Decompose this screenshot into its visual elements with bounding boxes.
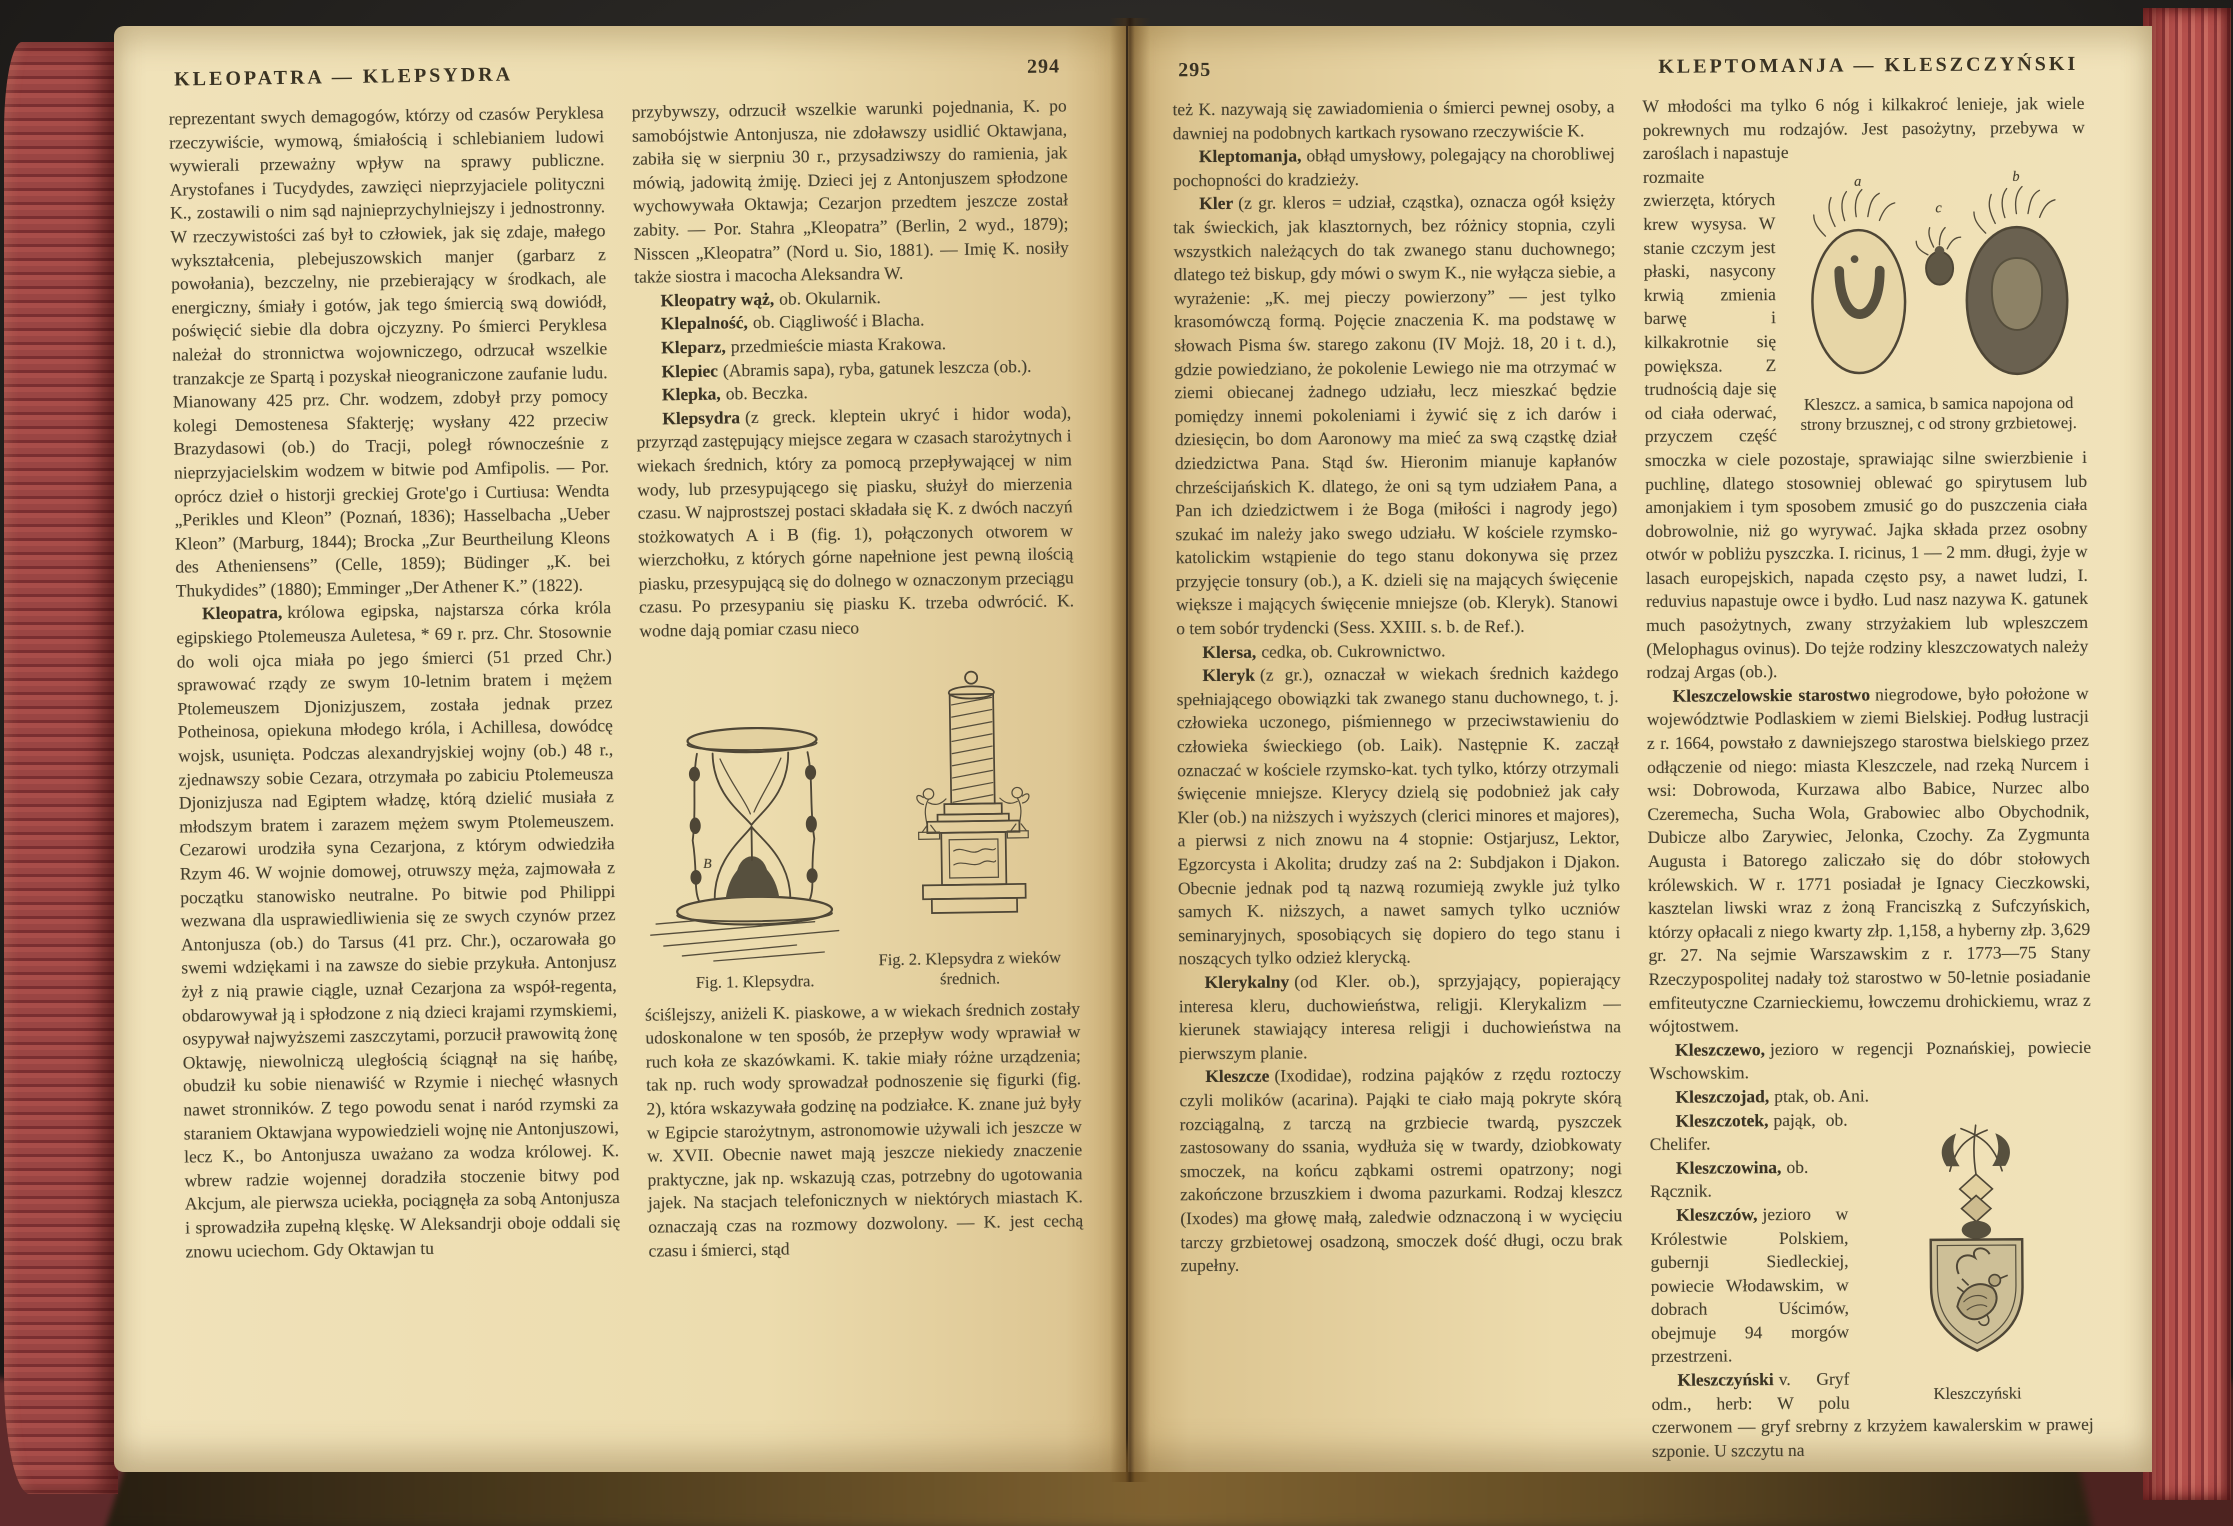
entry-paragraph — [1173, 142, 1615, 192]
entry-body: ob. Beczka. — [725, 382, 808, 404]
entry-headword: Klerykalny — [1204, 971, 1290, 993]
fig1-caption: Fig. 1. Klepsydra. — [695, 970, 815, 992]
entry-headword: Kleptomanja, — [1198, 145, 1302, 167]
figure-hourglass — [645, 678, 862, 993]
entry-paragraph — [176, 597, 621, 1264]
fig2-caption: Fig. 2. Klepsydra z wieków średnich. — [878, 947, 1062, 988]
left-running-title: KLEOPATRA — KLEPSYDRA — [174, 63, 514, 91]
entry-paragraph — [632, 94, 1070, 289]
entry-body: ściślejszy, aniżeli K. piaskowe, a w wiekach średnich zostały udoskonalone w ten sposób, że przepływ wody wprawiał w ruch koła ze skazówkami. K. takie miały różne urządzenia; tak np. ruch wody sprowadzał podnoszenie się figurki (fig. 2), która wskazywała godzinę na podziałce. K. znane już były w Egipcie starożytnym, astronomowie używali ich jeszcze w w. XVII. Obecnie nawet mają jeszcze niekiedy znaczenie praktyczne, jak np. wskazują czas, potrzebny do ugotowania jajek. Na stacjach telefonicznych w niektórych miastach K. oznaczają czas na rozmowy dozwolony. — K. jest cechą czasu i śmierci, stąd — [644, 997, 1084, 1261]
entry-paragraph — [1642, 92, 2084, 166]
klepsydra-figures — [640, 649, 1080, 993]
arms-caption: Kleszczyński — [1933, 1382, 2022, 1403]
figure-ticks — [1789, 165, 2087, 435]
tick-illustration — [1789, 165, 2087, 389]
entry-body: też K. nazywają się zawiadomienia o śmierci pewnej osoby, a dawniej na podobnych kartkach rysowano rzeczywiście K. — [1172, 96, 1615, 143]
left-page-number: 294 — [1026, 55, 1061, 78]
tick-label-a: a — [1853, 173, 1862, 190]
entry-headword: Kleszczowina, — [1675, 1156, 1782, 1178]
entry-headword: Klepsydra — [662, 406, 741, 429]
entry-headword: Klersa, — [1202, 641, 1257, 662]
entry-headword: Kleryk — [1202, 664, 1256, 686]
right-page — [1128, 26, 2152, 1472]
entry-body: przedmieście miasta Krakowa. — [730, 333, 947, 357]
hourglass-label-b: B — [702, 855, 712, 871]
entry-headword: Klepalność, — [660, 312, 749, 334]
page-edges-left — [4, 42, 118, 1494]
entry-body: v. Gryf odm., herb: W polu czerwonem — gryf srebrny z krzyżem kawalerskim w prawej szponie. U szczytu na — [1651, 1368, 2094, 1461]
entry-headword: Kleszczewo, — [1675, 1038, 1766, 1060]
coat-of-arms-illustration — [1878, 1109, 2076, 1378]
entry-body: niegrodowe, było położone w województwie Podlaskiem w ziemi Bielskiej. Podług lustracji z r. 1664, powstało z dawniejszego starostwa bielskiego przez odłączenie od niego: miasta Kleszczele, nad rzeką Nurcem i wsi: Dobrowoda, Kurzawa albo Babice, Nurzec albo Czeremecha, Sucha Wola, Grabowiec albo Obychodnik, Dubicze albo Zarywiec, Jelonka, Czochy. Za Zygmunta Augusta i Batorego zaliczało się do dóbr stołowych królewskich. W r. 1771 posiadał je Ignacy Cieczkowski, kasztelan liwski wraz z żoną Franciszką z Sufczyńskich, którzy opłacali z niego kwarty złp. 1,158, a hyberny złp. 3,629 gr. 27. Na sejmie Warszawskim z r. 1773—75 Stany Rzeczypospolitej nadały toż starostwo w 50-letnie posiadanie emfiteutyczne Czarnieckiemu, łowczemu drohickiemu, wraz z wójtostwem. — [1646, 682, 2091, 1037]
right-running-title: KLEPTOMANJA — KLESZCZYŃSKI — [1658, 52, 2079, 78]
entry-body: ob. Ciągliwość i Blacha. — [752, 309, 925, 333]
entry-body: jezioro w Królestwie Polskiem, gubernji Siedleckiej, powiecie Włodawskim, w dobrach Uścimów, obejmuje 94 morgów przestrzeni. — [1650, 1203, 1850, 1367]
entry-paragraph — [1649, 1036, 2091, 1086]
entry-paragraph — [1176, 638, 1618, 665]
right-page-number: 295 — [1178, 58, 1212, 82]
right-column-1 — [1172, 95, 1624, 1466]
tick-label-b: b — [2012, 168, 2020, 185]
entry-paragraph — [1647, 682, 2091, 1039]
entry-body: (z gr. kleros = udział, cząstka), oznacza ogół księży tak świeckich, jak klasztornych, bez różnicy stopnia, czyli wszystkich należących do tak zwanego stanu duchownego; dlatego też biskup, gdy mówi o swym K., nie wyłącza siebie, a wyrażenie: „K. mej pieczy powierzony” — jest tylko krasomówczą formą. Pojęcie znaczenia K. ma podstawę w słowach Pisma św. starego zakonu (IV Mojż. 18, 20 i t. d.), gdzie powiedziano, że pokolenie Lewiego nie ma otrzymać w ziemi obiecanej żadnego udziału, lecz mieszkać będzie pomiędzy innemi pokoleniami i żywić się z ich darów i dziesięcin, bo dom Aaronowy ma mieć za swą cząstkę dział dziedzictwa Pana. Stąd św. Hieronim mianuje kapłanów chrześcijańskich K. dlatego, że oni są tym udziałem Pana, a Pan ich dziedzictwem i że Boga (miłości i nagrody jego) szukać im należy jako swego udziału. W kościele rzymsko-katolickim wstąpienie do tego stanu dokonywa się przez przyjęcie tonsury (ob.), a K. dzieli się na mających święcenie większe i mających święcenie mniejsze (ob. Kleryk). Stanowi o tem sobór trydencki (Sess. XXIII. s. b. de Ref.). — [1173, 190, 1619, 639]
entry-headword: Klepka, — [661, 383, 721, 405]
entry-headword: Kleszczotek, — [1675, 1109, 1769, 1131]
entry-body: (Ixodidae), rodzina pająków z rzędu roztoczy czyli molików (acarina). Pająki te ciało mają pokryte skórą rozciągalną, z tarczą na grzbiecie twardą, pyszczek zastosowany do ssania, wydłuża się w twardy, dziobkowaty smoczek, na końcu ząbkami ostremi opatrzony; nogi zakończone brzuszkiem i dwoma pazurkami. Rodzaj kleszcz (Ixodes) ma głowę małą, zaledwie odznaczoną i w wycięciu tarczy grzbietowej osadzoną, smoczek dość długi, oczu brak zupełny. — [1179, 1063, 1623, 1276]
waterclock-illustration — [870, 649, 1074, 944]
entry-headword: Kleszczyński — [1677, 1369, 1774, 1390]
klepsydra-text-top — [632, 94, 1075, 643]
entry-body: cedka, ob. Cukrownictwo. — [1261, 640, 1446, 662]
entry-headword: Kleparz, — [661, 336, 726, 358]
entry-paragraph — [1649, 1083, 2091, 1110]
entry-paragraph — [645, 997, 1084, 1263]
entry-body: pająk, ob. Chelifer. — [1649, 1109, 1848, 1155]
entry-headword: Kleszcze — [1205, 1065, 1270, 1087]
entry-paragraph — [1176, 661, 1620, 971]
entry-paragraph — [636, 401, 1074, 643]
figure-coat-of-arms — [1860, 1108, 2094, 1404]
page-edges-right — [2143, 8, 2231, 1500]
entry-headword: Kleszczów, — [1676, 1204, 1758, 1225]
entry-body: jezioro w regencji Poznańskiej, powiecie Wschowskim. — [1649, 1036, 2092, 1084]
tick-label-c: c — [1935, 199, 1942, 217]
entry-headword: Kleszczelowskie starostwo — [1672, 684, 1871, 706]
entry-body: ob. Okularnik. — [779, 286, 881, 309]
entry-paragraph — [169, 101, 611, 603]
entry-body: obłąd umysłowy, polegający na chorobliwej pochopności do kradzieży. — [1172, 143, 1615, 191]
left-column-2 — [632, 94, 1084, 1263]
klepsydra-text-bottom — [645, 997, 1084, 1263]
open-book — [4, 8, 2231, 1508]
tick-caption: Kleszcz. a samica, b samica napojona od strony brzusznej, c od strony grzbietowej. — [1800, 392, 2077, 434]
kleszcz-text-top — [1642, 92, 2084, 166]
entry-body: (Abramis sapa), ryba, gatunek leszcza (ob.). — [722, 355, 1032, 380]
entry-body: ob. Rącznik. — [1650, 1156, 1809, 1202]
entry-body: królowa egipska, najstarsza córka króla egipskiego Ptolemeusza Auletesa, * 69 r. prz. Chr. Stosownie do woli ojca miała po jego śmierci (51 przed Chr.) sprawować rządy ze swym 10-letnim bratem i mężem Ptolemeuszem Djonizjuszem, została jednak przez Potheinosa, opiekuna młodego króla, i Achillesa, dowódcę wojsk, usunięta. Podczas alexandryjskiej wojny (ob.) 48 r., zjednawszy sobie Cezara, otrzymała po zabiciu Ptolemeusza Djonizjusza nad Egiptem władzę, którą dzielić musiała z młodszym bratem i zarazem mężem swym Ptolemeuszem. Cezarowi urodziła syna Cezarjona, z którym odwiedziła Rzym 46. W wojnie domowej, otruwszy męża, zajmowała z początku stanowisko neutralne. Po bitwie pod Philippi wezwana dla usprawiedliwienia się ze swych czynów przez Antonjusza (ob.) do Tarsus (41 prz. Chr.), oczarowała go swemi wdziękami i na zawsze do siebie przykuła. Antonjusz żył z nią prawie ciągle, uznał Cezarjona za współ-regenta, obdarowywał ją i spłodzone z nią dzieci krajami rzymskiemi, osypywał najwyższemi zaszczytami, porzucił prawowitą żonę Oktawję, niewolniczą uległością ściągnął na się hańbę, obudził ku sobie nienawiść w Rzymie i niechęć własnych nawet stronników. Z tego powodu senat i naród rzymski za staraniem Oktawjana wypowiedzieli wojnę nie Antonjuszowi, lecz K., bo Antonjusza uważano za wodza królowej. K. wbrew radzie wojennej doradziła stoczenie bitwy pod Akcjum, ale pierwsza uciekła, pociągnęła za sobą Antonjusza i sprowadziła zupełną klęskę. W Aleksandrji oboje oddali się znowu uciechom. Gdy Oktawjan tu — [176, 597, 621, 1262]
entry-body: (z gr.), oznaczał w wiekach średnich każdego spełniającego obowiązki tak zwanego stanu duchownego, t. j. człowieka uczonego, piśmiennego w przeciwstawieniu do człowieka świeckiego (ob. Laik). Następnie K. zaczął oznaczać w kościele rzymsko-kat. tych tylko, którzy otrzymali święcenie mniejsze. Klerycy dzielą się podobnież jak cały Kler (ob.) na niższych i wyższych (clerici minores et majores), a pierwsi z nich znowu na 4 stopnie: Ostjarjusz, Lektor, Egzorcysta i Akolita; drudzy zaś na 2: Subdjakon i Djakon. Obecnie jednak pod tą nazwą rozumieją zwykle już tylko samych K. niższych, a nawet samych tylko uczniów seminaryjnych, sposobiących się dopiero do tego stanu i noszących tylko odzież klerycką. — [1176, 662, 1621, 969]
entry-body: przybywszy, odrzucił wszelkie warunki pojednania, K. po samobójstwie Antonjusza, nie zdoławszy usidlić Oktawjana, zabiła się w sierpniu 30 r., przysadziwszy do ramienia, jak mówią, jadowitą żmiję. Dzieci jej z Antonjuszem spłodzone wychowywała Oktawja; Cezarjon przedtem jeszcze został zabity. — Por. Stahra „Kleopatra” (Berlin, 2 wyd., 1879); Nisscen „Kleopatra” (Nord u. Sio, 1881). — Imię K. nosiły także siostra i macocha Aleksandra W. — [631, 95, 1069, 287]
entry-body: ptak, ob. Ani. — [1774, 1085, 1870, 1107]
entry-headword: Kleopatry wąż, — [660, 288, 775, 311]
right-running-head — [1172, 53, 2084, 98]
left-column-1 — [169, 101, 621, 1270]
right-column-2 — [1642, 92, 2094, 1463]
entry-headword: Kler — [1199, 193, 1234, 214]
entry-headword: Kleszczojad, — [1675, 1086, 1770, 1107]
hourglass-illustration — [645, 678, 861, 967]
left-page — [114, 26, 1126, 1472]
entry-paragraph — [1179, 1062, 1622, 1277]
entry-headword: Klepiec — [661, 360, 719, 381]
entry-paragraph — [1173, 190, 1618, 641]
entry-body: (od Kler. ob.), sprzyjający, popierający interesa kleru, duchowieństwa, religji. Klerykalizm — kierunek stawiający interesa religji i duchowieństwa na pierwszym planie. — [1178, 969, 1622, 1063]
entry-paragraph — [1172, 95, 1614, 145]
entry-body: (z greck. kleptein ukryć i hidor woda), przyrząd zastępujący miejsce zegara w czasach starożytnych i wiekach średnich, który za pomocą przepływającej w nim wody, lub przesypującego się piasku, służył do mierzenia czasu. W najprostszej postaci składała się K. z dwóch naczyń stożkowatych A i B (fig. 1), połączonych otworem w wierzchołku, z których górne napełnione jest pewną ilością piasku, przesypującą się do dolnego w oznaczonym przeciągu czasu. Po przesypaniu się piasku K. trzeba odwrócić. K. wodne dają pomiar czasu nieco — [636, 402, 1075, 641]
figure-waterclock — [870, 649, 1075, 990]
entry-headword: Kleopatra, — [201, 602, 283, 624]
entry-body: reprezentant swych demagogów, którzy od czasów Peryklesa rzeczywiście, wymową, śmiałością i schlebianiem ludowi wywierali przeważny wpływ na sprawy publiczne. Arystofanes i Tucydydes, zawzięci nieprzyjaciele polityczni K., zostawili o nim sąd najnieprzychylniejszy i jednostronny. W rzeczywistości zaś był to człowiek, jak się zdaje, małego wykształcenia, plebejuszowskich manjer (garbarz z powołania), bezczelny, nie przebierający w środkach, ale energiczny, śmiały i gotów, jak tego śmiercią swą dowiódł, poświęcić siebie dla dobra ojczyzny. Po śmierci Peryklesa należał do stronnictwa wojowniczego, odrzucał wszelkie tranzakcje ze Spartą i pozyskał nieograniczone zaufanie ludu. Mianowany 425 prz. Chr. wodzem, zdobył przy pomocy kolegi Demostenesa Sfakterję; wysłany 422 przeciw Brazydasowi (ob.) do Tracji, poległ równocześnie z nieprzyjacielskim wodzem w bitwie pod Amfipolis. — Por. oprócz dzieł o historji greckiej Grote'go i Curtiusa: Wendta „Perikles und Kleon” (Poznań, 1836); Hasselbacha „Ueber Kleon” (Marburg, 1844); Brocka „Zur Beurtheilung Kleons des Atheniensens” (Celle, 1859); Büdinger „K. bei Thukydides” (1880); Emminger „Der Athener K.” (1822). — [168, 102, 611, 601]
entry-body: rozmaite zwierzęta, których krew wysysa. W stanie czczym jest płaski, nasycony krwią zmienia barwę i kilkakrotnie się powiększa. Z trudnością daje się od ciała oderwać, przyczem część smoczka w ciele pozostaje, sprawiając silne swierzbienie i puchlinę, dlatego stosowniej oblewać go spirytusem lub amonjakiem i tym sposobem zmusić go do puszczenia ciała dobrowolnie, niż go wyrywać. Jajka składa przez osobny otwór w pobliżu pyszczka. I. ricinus, 1 — 2 mm. długi, żyje w lasach europejskich, napada często psy, a nawet ludzi, I. reduvius napastuje owce i bydło. Lud nasz nazywa K. gatunek much pasożytnych, zwany strzyżakiem lub wpleszczem (Melophagus ovinus). Do tejże rodziny kleszczowatych należy rodzaj Argas (ob.). — [1642, 166, 2089, 683]
entry-body: W młodości ma tylko 6 nóg i kilkakroć lenieje, jak wiele pokrewnych mu rodzajów. Jest pasożytny, przebywa w zaroślach i napastuje — [1642, 92, 2085, 164]
entry-paragraph — [1179, 968, 1622, 1065]
